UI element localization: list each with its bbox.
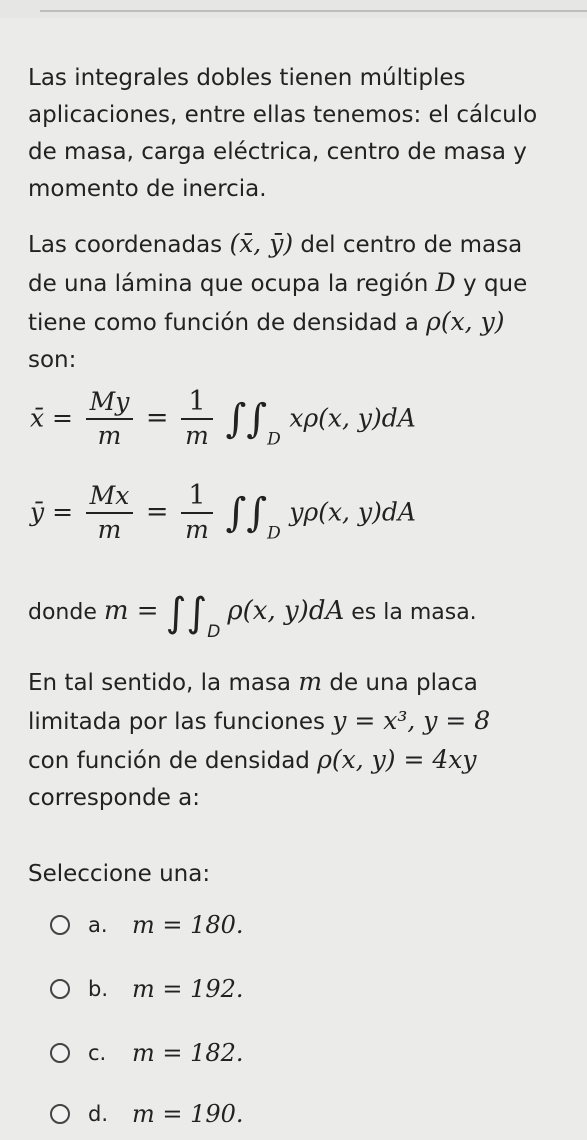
option-value: m = 192. xyxy=(132,975,244,1003)
double-integral-symbol: ∫∫ xyxy=(225,490,268,536)
centroid-paragraph xyxy=(28,225,573,379)
intro-line: Las integrales dobles tienen múltiples xyxy=(28,65,466,91)
integration-domain: D xyxy=(267,429,281,450)
text: con función de densidad xyxy=(28,748,318,774)
option-value: m = 180. xyxy=(132,911,244,939)
radio-button[interactable] xyxy=(50,1104,70,1124)
density-function: ρ(x, y) = 4xy xyxy=(317,745,477,774)
double-integral-symbol: ∫∫ xyxy=(165,590,208,636)
centroid-coordinates: (x̄, ȳ) xyxy=(229,229,294,258)
formula-y-bar xyxy=(30,480,416,546)
intro-line: aplicaciones, entre ellas tenemos: el cálculo xyxy=(28,102,538,128)
equals: = xyxy=(145,496,169,528)
text: es la masa. xyxy=(351,600,477,625)
option-value: m = 190. xyxy=(132,1100,244,1128)
formula-x-bar xyxy=(30,386,416,452)
integrand: ρ(x, y)dA xyxy=(227,596,345,626)
formula-lhs: ȳ = xyxy=(30,497,74,527)
option-a[interactable] xyxy=(50,910,244,940)
mass-symbol: m xyxy=(298,667,323,696)
numerator: 1 xyxy=(181,386,213,420)
intro-line: de masa, carga eléctrica, centro de masa y xyxy=(28,139,527,165)
option-letter: c. xyxy=(88,1041,107,1065)
radio-button[interactable] xyxy=(50,915,70,935)
denominator: m xyxy=(185,421,209,450)
text: tiene como función de densidad a xyxy=(28,310,427,336)
fraction xyxy=(181,386,213,452)
text: de una placa xyxy=(322,670,478,696)
radio-button[interactable] xyxy=(50,979,70,999)
text: son: xyxy=(28,347,77,373)
mass-lhs: m = xyxy=(103,596,159,626)
double-integral-symbol: ∫∫ xyxy=(225,396,268,442)
text: En tal sentido, la masa xyxy=(28,670,299,696)
intro-paragraph xyxy=(28,60,573,208)
fraction xyxy=(86,386,134,452)
equals: = xyxy=(145,402,169,434)
mass-definition xyxy=(28,590,477,642)
text: Las coordenadas xyxy=(28,232,230,258)
integrand: xρ(x, y)dA xyxy=(289,403,416,433)
option-b[interactable] xyxy=(50,974,244,1004)
integrand: yρ(x, y)dA xyxy=(289,497,416,527)
region-symbol: D xyxy=(435,268,456,297)
radio-button[interactable] xyxy=(50,1043,70,1063)
question-paragraph xyxy=(28,663,573,817)
numerator: Mx xyxy=(86,480,134,514)
denominator: m xyxy=(185,515,209,544)
numerator: My xyxy=(86,386,134,420)
density-function: ρ(x, y) xyxy=(426,307,505,336)
integration-domain: D xyxy=(207,622,221,642)
fraction xyxy=(86,480,134,546)
denominator: m xyxy=(97,515,122,544)
text: donde xyxy=(28,600,104,625)
numerator: 1 xyxy=(181,480,213,514)
option-d[interactable] xyxy=(50,1099,244,1129)
intro-line: momento de inercia. xyxy=(28,176,267,202)
text: de una lámina que ocupa la región xyxy=(28,271,436,297)
option-value: m = 182. xyxy=(132,1039,244,1067)
option-letter: a. xyxy=(88,913,108,937)
denominator: m xyxy=(97,421,122,450)
bounding-functions: y = x³, y = 8 xyxy=(332,706,491,735)
fraction xyxy=(181,480,213,546)
text: del centro de masa xyxy=(293,232,523,258)
question-panel xyxy=(0,18,587,1140)
formula-lhs: x̄ = xyxy=(30,403,73,433)
text: corresponde a: xyxy=(28,785,201,811)
top-divider xyxy=(40,10,587,12)
option-letter: b. xyxy=(88,977,109,1001)
option-c[interactable] xyxy=(50,1038,244,1068)
select-one-label: Seleccione una: xyxy=(28,861,211,887)
integration-domain: D xyxy=(267,523,281,544)
option-letter: d. xyxy=(88,1102,109,1126)
text: y que xyxy=(455,271,528,297)
text: limitada por las funciones xyxy=(28,709,333,735)
